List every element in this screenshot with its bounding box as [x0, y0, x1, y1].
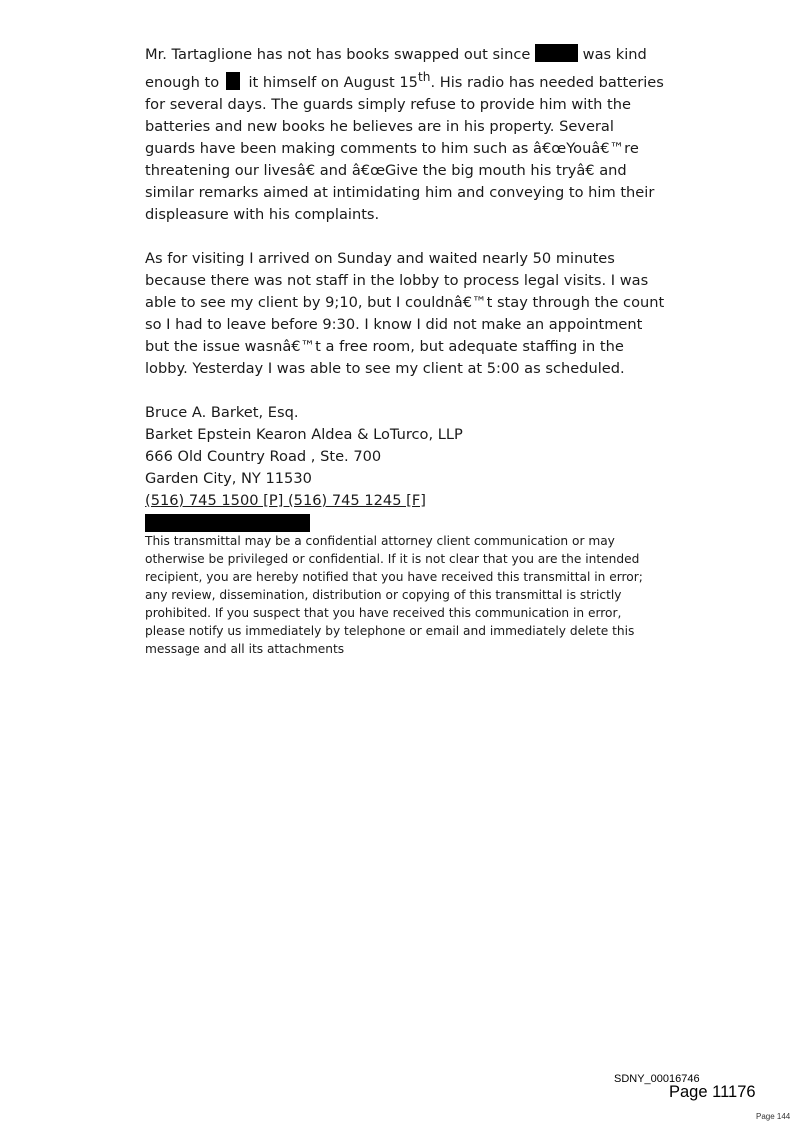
- signature-block: [145, 402, 665, 532]
- redacted-email-address: [145, 514, 310, 532]
- signature-name: Bruce A. Barket, Esq.: [145, 403, 299, 421]
- email-body: [145, 44, 665, 532]
- signature-address-line1: 666 Old Country Road , Ste. 700: [145, 447, 382, 465]
- signature-address-line2: Garden City, NY 11530: [145, 469, 312, 487]
- redaction-block: [226, 72, 240, 90]
- paragraph-property-complaint: [145, 44, 665, 226]
- para1-text-c: it himself on August 15: [243, 73, 418, 91]
- page-number-small: Page 144: [756, 1112, 791, 1121]
- bates-number: SDNY_00016746: [614, 1073, 700, 1085]
- signature-firm: Barket Epstein Kearon Aldea & LoTurco, LLP: [145, 425, 463, 443]
- para1-text-d: . His radio has needed batteries for several days. The guards simply refuse to provide him with the batteries and new books he believes are in his property. Several guards have been making comments to him such as â€œYouâ€™re threatening our livesâ€ and â€œGive the big mouth his tryâ€ and similar remarks aimed at intimidating him and conveying to him their displeasure with his complaints.: [145, 73, 664, 223]
- paragraph-visiting: As for visiting I arrived on Sunday and waited nearly 50 minutes because there was not staff in the lobby to process legal visits. I was able to see my client by 9;10, but I couldnâ€™t stay through the count so I had to leave before 9:30. I know I did not make an appointment but the issue wasnâ€™t a free room, but adequate staffing in the lobby. Yesterday I was able to see my client at 5:00 as scheduled.: [145, 249, 665, 377]
- para1-text-a: Mr. Tartaglione has not has books swapped out since: [145, 46, 536, 63]
- confidentiality-disclaimer: This transmittal may be a confidential attorney client communication or may otherwise be privileged or confidential. If it is not clear that you are the intended recipient, you are hereby notified that you have received this transmittal in error; any review, dissemination, distribution or copying of this transmittal is strictly prohibited. If you suspect that you have received this communication in error, please notify us immediately by telephone or email and immediately delete this message and all its attachments: [145, 534, 643, 656]
- para1-text-b: was kind enough to: [145, 46, 647, 91]
- ordinal-suffix: th: [417, 70, 431, 84]
- redaction-block: [535, 44, 578, 62]
- signature-phone-link[interactable]: (516) 745 1500 [P] (516) 745 1245 [F]: [145, 491, 426, 509]
- page-number: Page 11176: [669, 1083, 756, 1101]
